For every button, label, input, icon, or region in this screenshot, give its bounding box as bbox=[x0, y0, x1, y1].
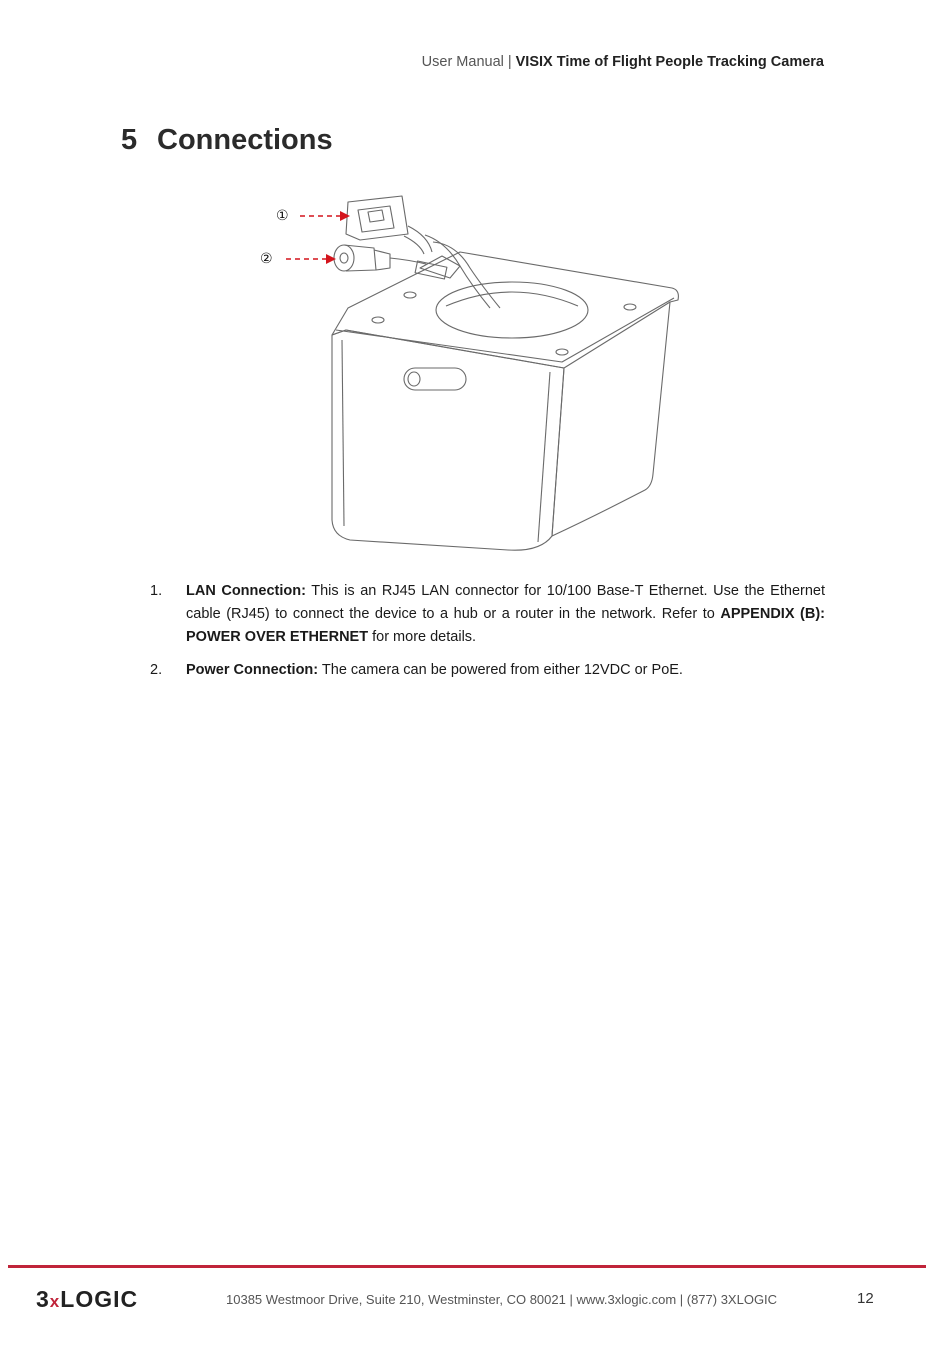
screw-hole-4 bbox=[404, 292, 416, 298]
power-connection-label: Power Connection: bbox=[186, 662, 319, 678]
camera-opening-inner bbox=[446, 292, 578, 306]
list-item-power bbox=[150, 659, 825, 682]
camera-line-drawing bbox=[250, 190, 690, 555]
section-number: 5 bbox=[121, 124, 138, 156]
lan-connection-tail: for more details. bbox=[368, 629, 477, 645]
company-logo bbox=[36, 1286, 138, 1312]
appendix-reference: APPENDIX (B): POWER OVER ETHERNET bbox=[186, 606, 825, 645]
lan-connection-label: LAN Connection: bbox=[186, 583, 306, 599]
rj45-connector-latch bbox=[368, 210, 384, 222]
footer-divider bbox=[8, 1265, 926, 1268]
page-number: 12 bbox=[857, 1290, 874, 1307]
rj45-connector-face bbox=[358, 206, 394, 232]
logo-x: x bbox=[49, 1292, 61, 1311]
logo-suffix: LOGIC bbox=[60, 1286, 139, 1312]
logo-prefix: 3 bbox=[36, 1286, 50, 1312]
rj45-cable-outline bbox=[404, 236, 424, 254]
camera-front-inner-edge bbox=[342, 340, 344, 526]
callout-arrow-1-head bbox=[340, 211, 350, 221]
list-item-text bbox=[186, 659, 825, 682]
list-item-text bbox=[186, 580, 825, 649]
camera-front-face bbox=[332, 330, 564, 550]
camera-front-slot bbox=[404, 368, 466, 390]
rj45-connector bbox=[346, 196, 408, 240]
cable bbox=[425, 235, 490, 308]
screw-hole-3 bbox=[556, 349, 568, 355]
page-header bbox=[422, 54, 824, 70]
camera-front-slot-knob bbox=[408, 372, 420, 386]
header-separator: | bbox=[507, 54, 512, 70]
list-item-number: 2. bbox=[150, 662, 163, 678]
dc-cable bbox=[390, 258, 426, 264]
callout-label-1: ① bbox=[276, 208, 289, 224]
section-title-text: Connections bbox=[157, 124, 333, 156]
screw-hole-1 bbox=[372, 317, 384, 323]
camera-top-plate-edge bbox=[336, 298, 674, 362]
lan-connection-description: This is an RJ45 LAN connector for 10/100 Base-T Ethernet. Use the Ethernet cable (RJ45) to connect the device to a hub or a router in the network. Refer to bbox=[186, 583, 825, 622]
list-item-number: 1. bbox=[150, 583, 163, 599]
screw-hole-2 bbox=[624, 304, 636, 310]
section-heading bbox=[121, 124, 333, 157]
header-doc-type: User Manual bbox=[421, 54, 504, 70]
cable-clamp-block bbox=[415, 261, 447, 279]
dc-jack-inner bbox=[340, 253, 348, 263]
camera-top-opening bbox=[436, 282, 588, 338]
callout-label-2: ② bbox=[260, 251, 273, 267]
camera-connections-figure bbox=[250, 190, 690, 555]
list-item-lan bbox=[150, 580, 825, 649]
dc-jack-body bbox=[344, 245, 376, 271]
header-product-name: VISIX Time of Flight People Tracking Camera bbox=[515, 54, 824, 70]
dc-jack-face bbox=[334, 245, 354, 271]
camera-side-face bbox=[552, 302, 670, 536]
power-connection-description: The camera can be powered from either 12VDC or PoE. bbox=[318, 662, 683, 678]
camera-side-inner-edge bbox=[538, 372, 550, 542]
footer-address: 10385 Westmoor Drive, Suite 210, Westminster, CO 80021 | www.3xlogic.com | (877) 3XLOGIC bbox=[226, 1292, 778, 1307]
dc-jack-thread bbox=[374, 250, 390, 270]
connections-list bbox=[150, 580, 825, 692]
